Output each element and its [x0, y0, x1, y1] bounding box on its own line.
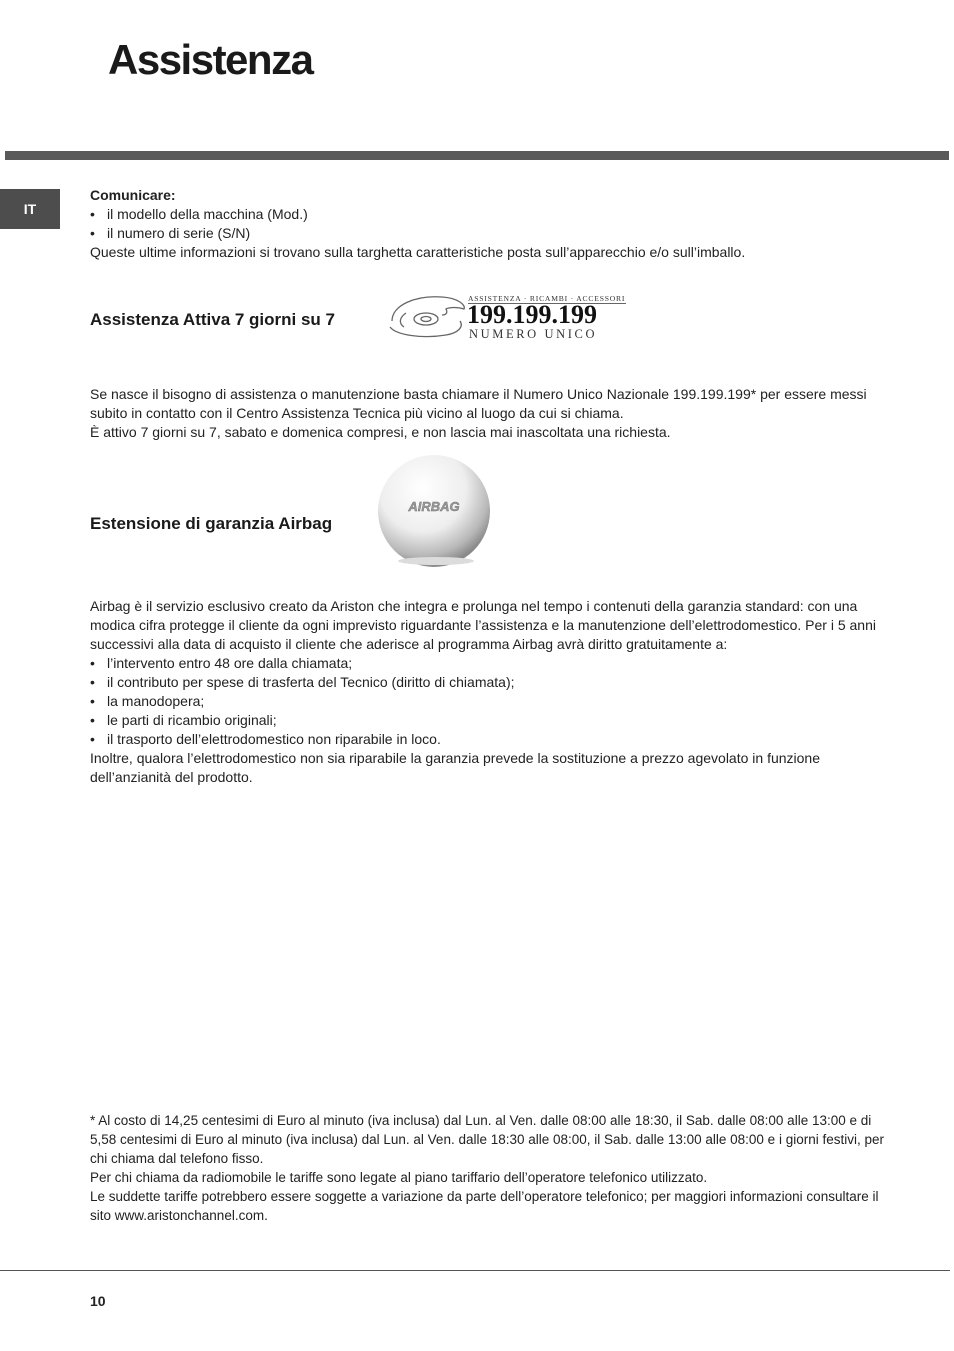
airbag-logo: [376, 455, 494, 569]
list-item: • la manodopera;: [90, 693, 205, 709]
language-tab: IT: [0, 189, 60, 229]
footer-divider: [0, 1270, 950, 1271]
assistenza-paragraph: Se nasce il bisogno di assistenza o manutenzione basta chiamare il Numero Unico Nazionale 199.199.199* per essere messi subito in contatto con il Centro Assistenza Tecnica più vicino al luogo da cui si chiama.: [90, 386, 867, 421]
logo-top-text: ASSISTENZA · RICAMBI · ACCESSORI: [468, 294, 626, 303]
footnote: [90, 1111, 890, 1225]
footnote-line: * Al costo di 14,25 centesimi di Euro al minuto (iva inclusa) dal Lun. al Ven. dalle 08:00 alle 18:30, il Sab. dalle 08:00 alle 13:00 e di 5,58 centesimi di Euro al minuto (iva inclusa) dal Lun. al Ven. dalle 18:30 alle 08:00, il Sab. dalle 13:00 alle 08:00 e i giorni festivi, per chi chiama dal telefono fisso.: [90, 1113, 884, 1166]
comunicare-note: Queste ultime informazioni si trovano sulla targhetta caratteristiche posta sull’apparecchio e/o sull’imballo.: [90, 244, 746, 260]
airbag-heading: Estensione di garanzia Airbag: [90, 514, 333, 533]
numero-unico-logo: [386, 291, 628, 343]
telephone-icon: [390, 297, 464, 337]
header-divider: [5, 151, 949, 160]
list-item: • l’intervento entro 48 ore dalla chiamata;: [90, 655, 353, 671]
list-item: • il contributo per spese di trasferta del Tecnico (diritto di chiamata);: [90, 674, 515, 690]
list-item: • le parti di ricambio originali;: [90, 712, 277, 728]
list-item: • il modello della macchina (Mod.): [90, 206, 308, 222]
comunicare-section: [90, 186, 890, 262]
footnote-line: Le suddette tariffe potrebbero essere soggette a variazione da parte dell’operatore telefonico; per maggiori informazioni consultare il sito www.aristonchannel.com.: [90, 1189, 879, 1223]
page-number: 10: [90, 1293, 106, 1309]
airbag-text: [90, 597, 890, 787]
logo-bottom-text: NUMERO UNICO: [469, 327, 598, 341]
footnote-line: Per chi chiama da radiomobile le tariffe sono legate al piano tariffario dell’operatore telefonico utilizzato.: [90, 1170, 708, 1185]
list-item: • il trasporto dell’elettrodomestico non riparabile in loco.: [90, 731, 441, 747]
airbag-logo-text: AIRBAG: [408, 499, 460, 514]
page-title: Assistenza: [108, 36, 313, 83]
airbag-intro: Airbag è il servizio esclusivo creato da Ariston che integra e prolunga nel tempo i contenuti della garanzia standard: con una modica cifra protegge il cliente da ogni imprevisto riguardante l’assistenza e la manutenzione dell’elettrodomestico. Per i 5 anni successivi alla data di acquisto il cliente che aderisce al programma Airbag avrà diritto gratuitamente a:: [90, 598, 876, 652]
assistenza-heading: Assistenza Attiva 7 giorni su 7: [90, 310, 335, 329]
comunicare-label: Comunicare:: [90, 187, 176, 203]
assistenza-paragraph: È attivo 7 giorni su 7, sabato e domenica compresi, e non lascia mai inascoltata una richiesta.: [90, 424, 671, 440]
airbag-outro: Inoltre, qualora l’elettrodomestico non sia riparabile la garanzia prevede la sostituzione a prezzo agevolato in funzione dell’anzianità del prodotto.: [90, 750, 820, 785]
list-item: • il numero di serie (S/N): [90, 225, 251, 241]
logo-number: 199.199.199: [467, 300, 597, 329]
assistenza-text: [90, 385, 890, 442]
